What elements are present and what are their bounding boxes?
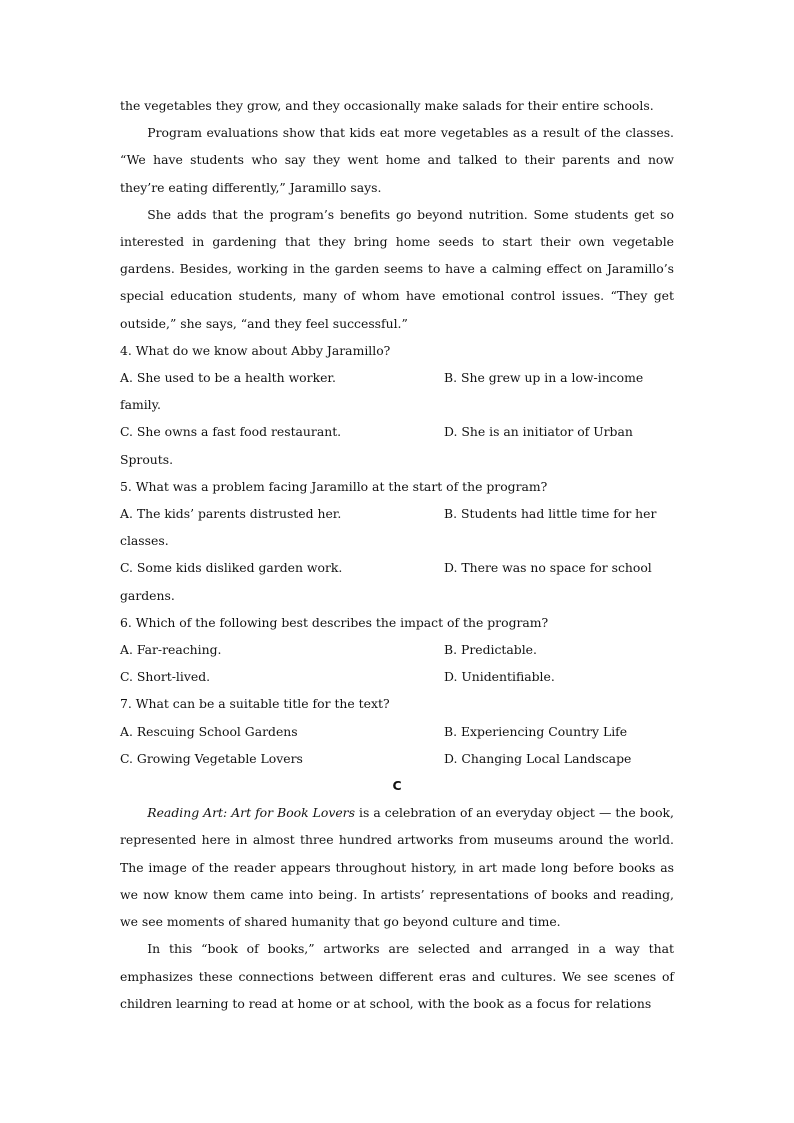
option-a: A. She used to be a health worker. [120,370,336,386]
option-b-first-line: B. She grew up in a low-income [444,370,644,386]
option-row [120,745,674,772]
question-5 [120,473,674,609]
option-b: B. Experiencing Country Life [444,723,628,739]
passage-c-paragraph-1 [120,799,674,935]
option-row [120,500,674,527]
passage-b-paragraph-end: the vegetables they grow, and they occasionally make salads for their entire schools. [120,98,654,113]
book-title: Reading Art: Art for Book Lovers [147,805,355,821]
passage-c-paragraph-2: In this “book of books,” artworks are selected and arranged in a way that emphasizes these connections between different eras and cultures. We see scenes of children learning to read at home or at school, with the book as a focus for relations [120,941,674,1011]
option-b: B. Predictable. [444,642,537,658]
option-c: C. Growing Vegetable Lovers [120,750,303,766]
option-a: A. Far-reaching. [120,642,222,658]
option-a: A. Rescuing School Gardens [120,723,298,739]
option-d-continuation: Sprouts. [120,451,174,467]
option-d-continuation: gardens. [120,587,175,603]
passage-c-paragraph-1-text: is a celebration of an everyday object — the book, represented here in almost three hundred artworks from museums around the world. The image of the reader appears throughout history, in art made long before books as we now know them came into being. In artists’ representations of books and reading, we see moments of shared humanity that go beyond culture and time. [120,805,674,930]
section-heading-c: C [392,778,402,794]
option-c: C. She owns a fast food restaurant. [120,424,342,440]
option-row [120,364,674,391]
option-d: D. Unidentifiable. [444,669,555,685]
question-7 [120,690,674,772]
option-a: A. The kids’ parents distrusted her. [120,506,342,522]
option-b-continuation: family. [120,397,161,413]
question-6 [120,609,674,691]
question-4 [120,337,674,473]
option-c: C. Some kids disliked garden work. [120,560,343,576]
option-b-continuation: classes. [120,533,169,549]
option-row [120,418,674,445]
option-d: D. Changing Local Landscape [444,750,632,766]
question-stem: 6. Which of the following best describes the impact of the program? [120,614,549,630]
option-c: C. Short-lived. [120,669,211,685]
option-d-first-line: D. There was no space for school [444,560,652,576]
question-stem: 4. What do we know about Abby Jaramillo? [120,342,391,358]
document-page [120,92,674,1017]
option-row [120,554,674,581]
passage-b-paragraph-evaluations: Program evaluations show that kids eat more vegetables as a result of the classes. “We have students who say they went home and talked to their parents and now they’re eating differently,” Jaramillo says. [120,125,674,195]
question-stem: 7. What can be a suitable title for the text? [120,696,390,712]
option-row [120,636,674,663]
passage-b-paragraph-benefits: She adds that the program’s benefits go beyond nutrition. Some students get so interested in gardening that they bring home seeds to start their own vegetable gardens. Besides, working in the garden seems to have a calming effect on Jaramillo’s special education students, many of whom have emotional control issues. “They get outside,” she says, “and they feel successful.” [120,206,674,331]
option-d-first-line: D. She is an initiator of Urban [444,424,633,440]
option-b-first-line: B. Students had little time for her [444,506,657,522]
question-stem: 5. What was a problem facing Jaramillo at the start of the program? [120,478,548,494]
option-row [120,718,674,745]
option-row [120,663,674,690]
